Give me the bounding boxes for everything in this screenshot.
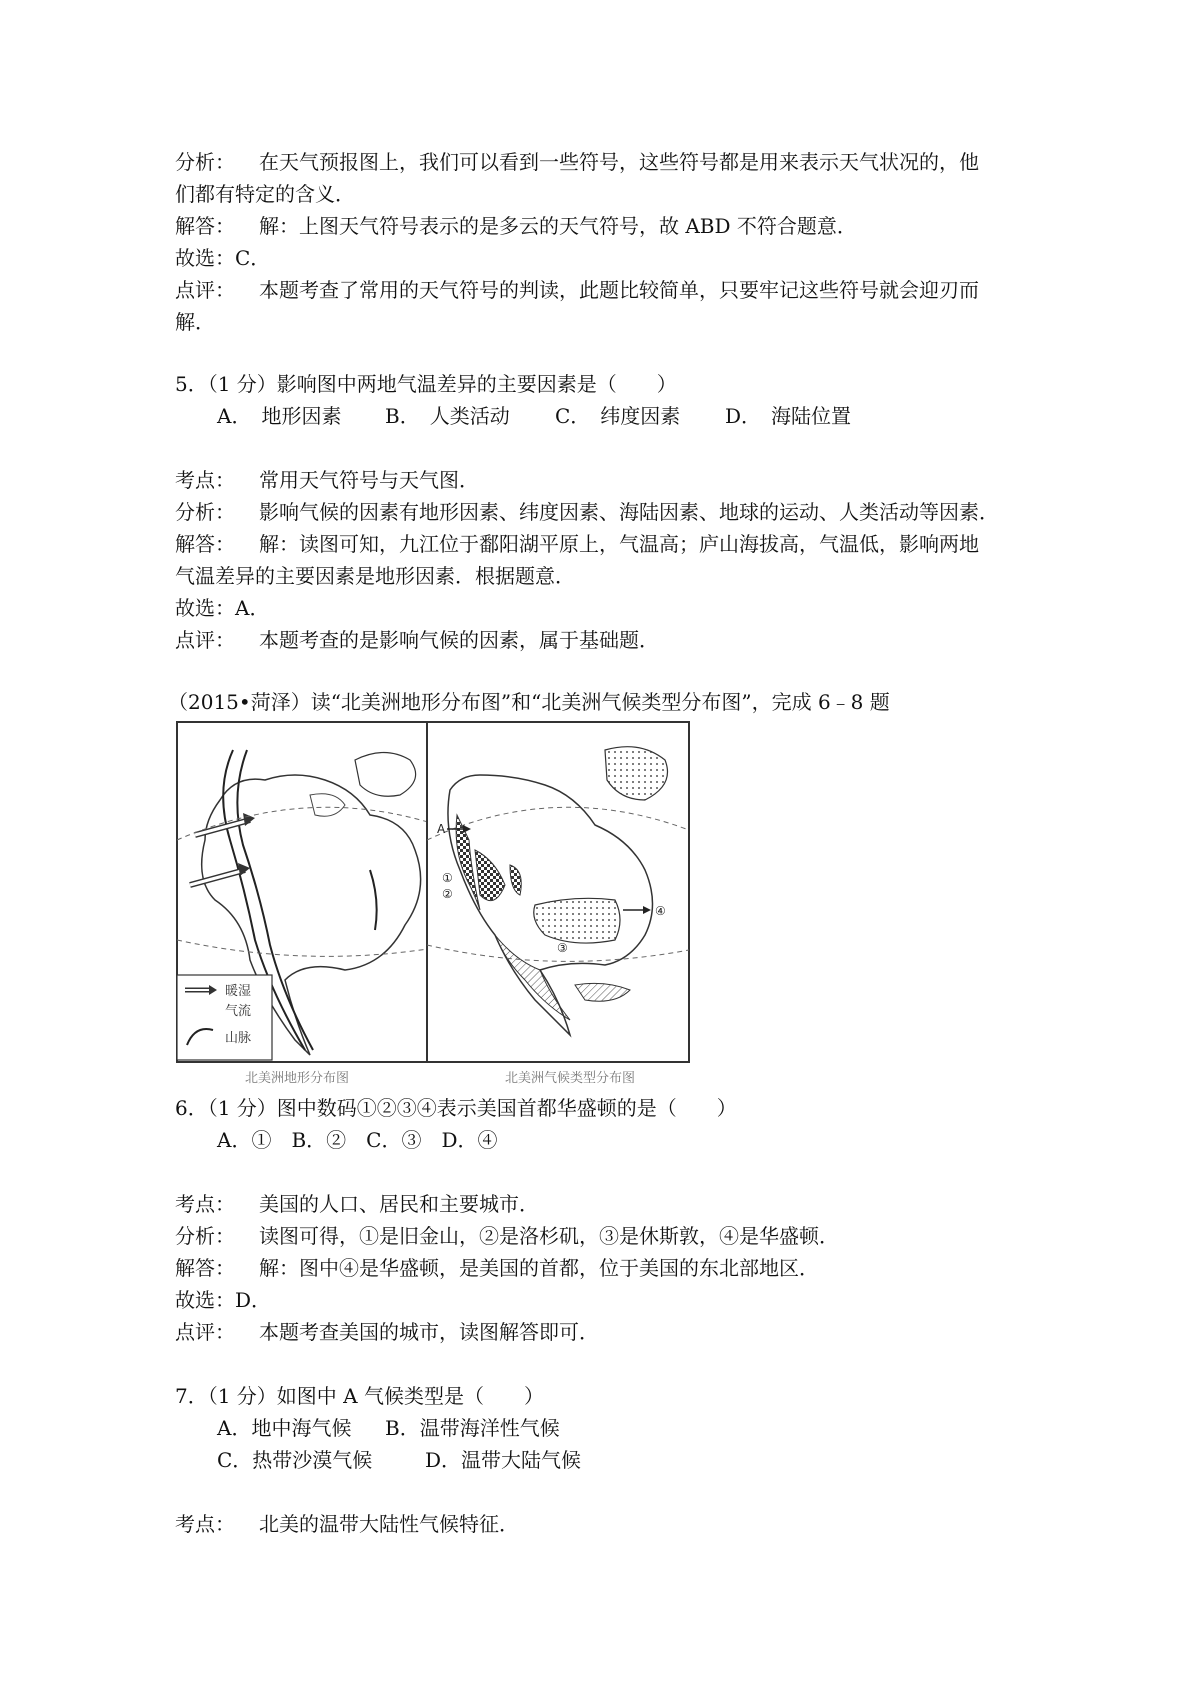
q6-point-line: 考点： 美国的人口、居民和主要城市． bbox=[175, 1192, 539, 1216]
marker-a-label: A bbox=[437, 822, 446, 836]
q5-comment-line: 点评： 本题考查的是影响气候的因素，属于基础题． bbox=[175, 628, 659, 652]
q7-option-b: B．温带海洋性气候 bbox=[385, 1416, 560, 1440]
prev-comment-line-2: 解． bbox=[175, 310, 215, 334]
marker-2-label: ② bbox=[442, 887, 453, 901]
prev-analysis-line-2: 们都有特定的含义． bbox=[175, 182, 355, 206]
q5-stem: 5．（1 分）影响图中两地气温差异的主要因素是（ ） bbox=[175, 372, 677, 396]
group-intro: （2015•菏泽）读“北美洲地形分布图”和“北美洲气候类型分布图”，完成 6﹣8 题 bbox=[168, 690, 890, 714]
q6-answer-line: 解答： 解：图中④是华盛顿，是美国的首都，位于美国的东北部地区． bbox=[175, 1256, 819, 1280]
north-america-maps bbox=[175, 720, 765, 1090]
legend-air-label-2: 气流 bbox=[225, 1004, 252, 1019]
terrain-map bbox=[177, 722, 452, 1062]
prev-analysis-line-1: 分析： 在天气预报图上，我们可以看到一些符号，这些符号都是用来表示天气状况的，他 bbox=[175, 150, 979, 174]
q7-point-line: 考点： 北美的温带大陆性气候特征． bbox=[175, 1512, 519, 1536]
prev-answer-line: 解答： 解：上图天气符号表示的是多云的天气符号，故 ABD 不符合题意． bbox=[175, 214, 857, 238]
map2-caption: 北美洲气候类型分布图 bbox=[505, 1071, 636, 1086]
q6-analysis-line: 分析： 读图可得，①是旧金山，②是洛杉矶，③是休斯敦，④是华盛顿． bbox=[175, 1224, 839, 1248]
q7-option-a: A．地中海气候 bbox=[217, 1416, 352, 1440]
q7-option-c: C．热带沙漠气候 bbox=[217, 1448, 373, 1472]
q5-option-a: A． 地形因素 bbox=[217, 404, 342, 428]
answer-label: 解答： bbox=[175, 214, 235, 238]
q5-answer-line-1: 解答： 解：读图可知，九江位于鄱阳湖平原上，气温高；庐山海拔高，气温低，影响两地 bbox=[175, 532, 979, 556]
climate-map bbox=[427, 722, 689, 1062]
q6-choice: 故选：D． bbox=[175, 1288, 272, 1312]
marker-1-label: ① bbox=[442, 871, 453, 885]
q6-stem: 6．（1 分）图中数码①②③④表示美国首都华盛顿的是（ ） bbox=[175, 1096, 737, 1120]
prev-choice: 故选：C． bbox=[175, 246, 271, 270]
q5-analysis-line: 分析： 影响气候的因素有地形因素、纬度因素、海陆因素、地球的运动、人类活动等因素． bbox=[175, 500, 999, 524]
q5-option-d: D． 海陆位置 bbox=[725, 404, 852, 428]
legend-air-label: 暖湿 bbox=[225, 984, 252, 999]
q5-point-line: 考点： 常用天气符号与天气图． bbox=[175, 468, 479, 492]
prev-comment-line-1: 点评： 本题考查了常用的天气符号的判读，此题比较简单，只要牢记这些符号就会迎刃而 bbox=[175, 278, 979, 302]
analysis-label: 分析： bbox=[175, 150, 235, 174]
q5-choice: 故选：A． bbox=[175, 596, 270, 620]
q7-option-d: D．温带大陆气候 bbox=[425, 1448, 582, 1472]
q5-option-b: B． 人类活动 bbox=[385, 404, 510, 428]
legend-mountain-label: 山脉 bbox=[225, 1031, 252, 1046]
q6-options: A．① B．② C．③ D．④ bbox=[217, 1128, 498, 1152]
maps-svg bbox=[175, 720, 765, 1090]
map1-caption: 北美洲地形分布图 bbox=[245, 1071, 350, 1086]
marker-3-label: ③ bbox=[557, 941, 568, 955]
comment-label: 点评： bbox=[175, 278, 235, 302]
q6-comment-line: 点评： 本题考查美国的城市，读图解答即可． bbox=[175, 1320, 599, 1344]
q5-answer-line-2: 气温差异的主要因素是地形因素．根据题意． bbox=[175, 564, 575, 588]
marker-4-label: ④ bbox=[655, 904, 666, 918]
q5-option-c: C． 纬度因素 bbox=[555, 404, 681, 428]
q7-stem: 7．（1 分）如图中 A 气候类型是（ ） bbox=[175, 1384, 544, 1408]
